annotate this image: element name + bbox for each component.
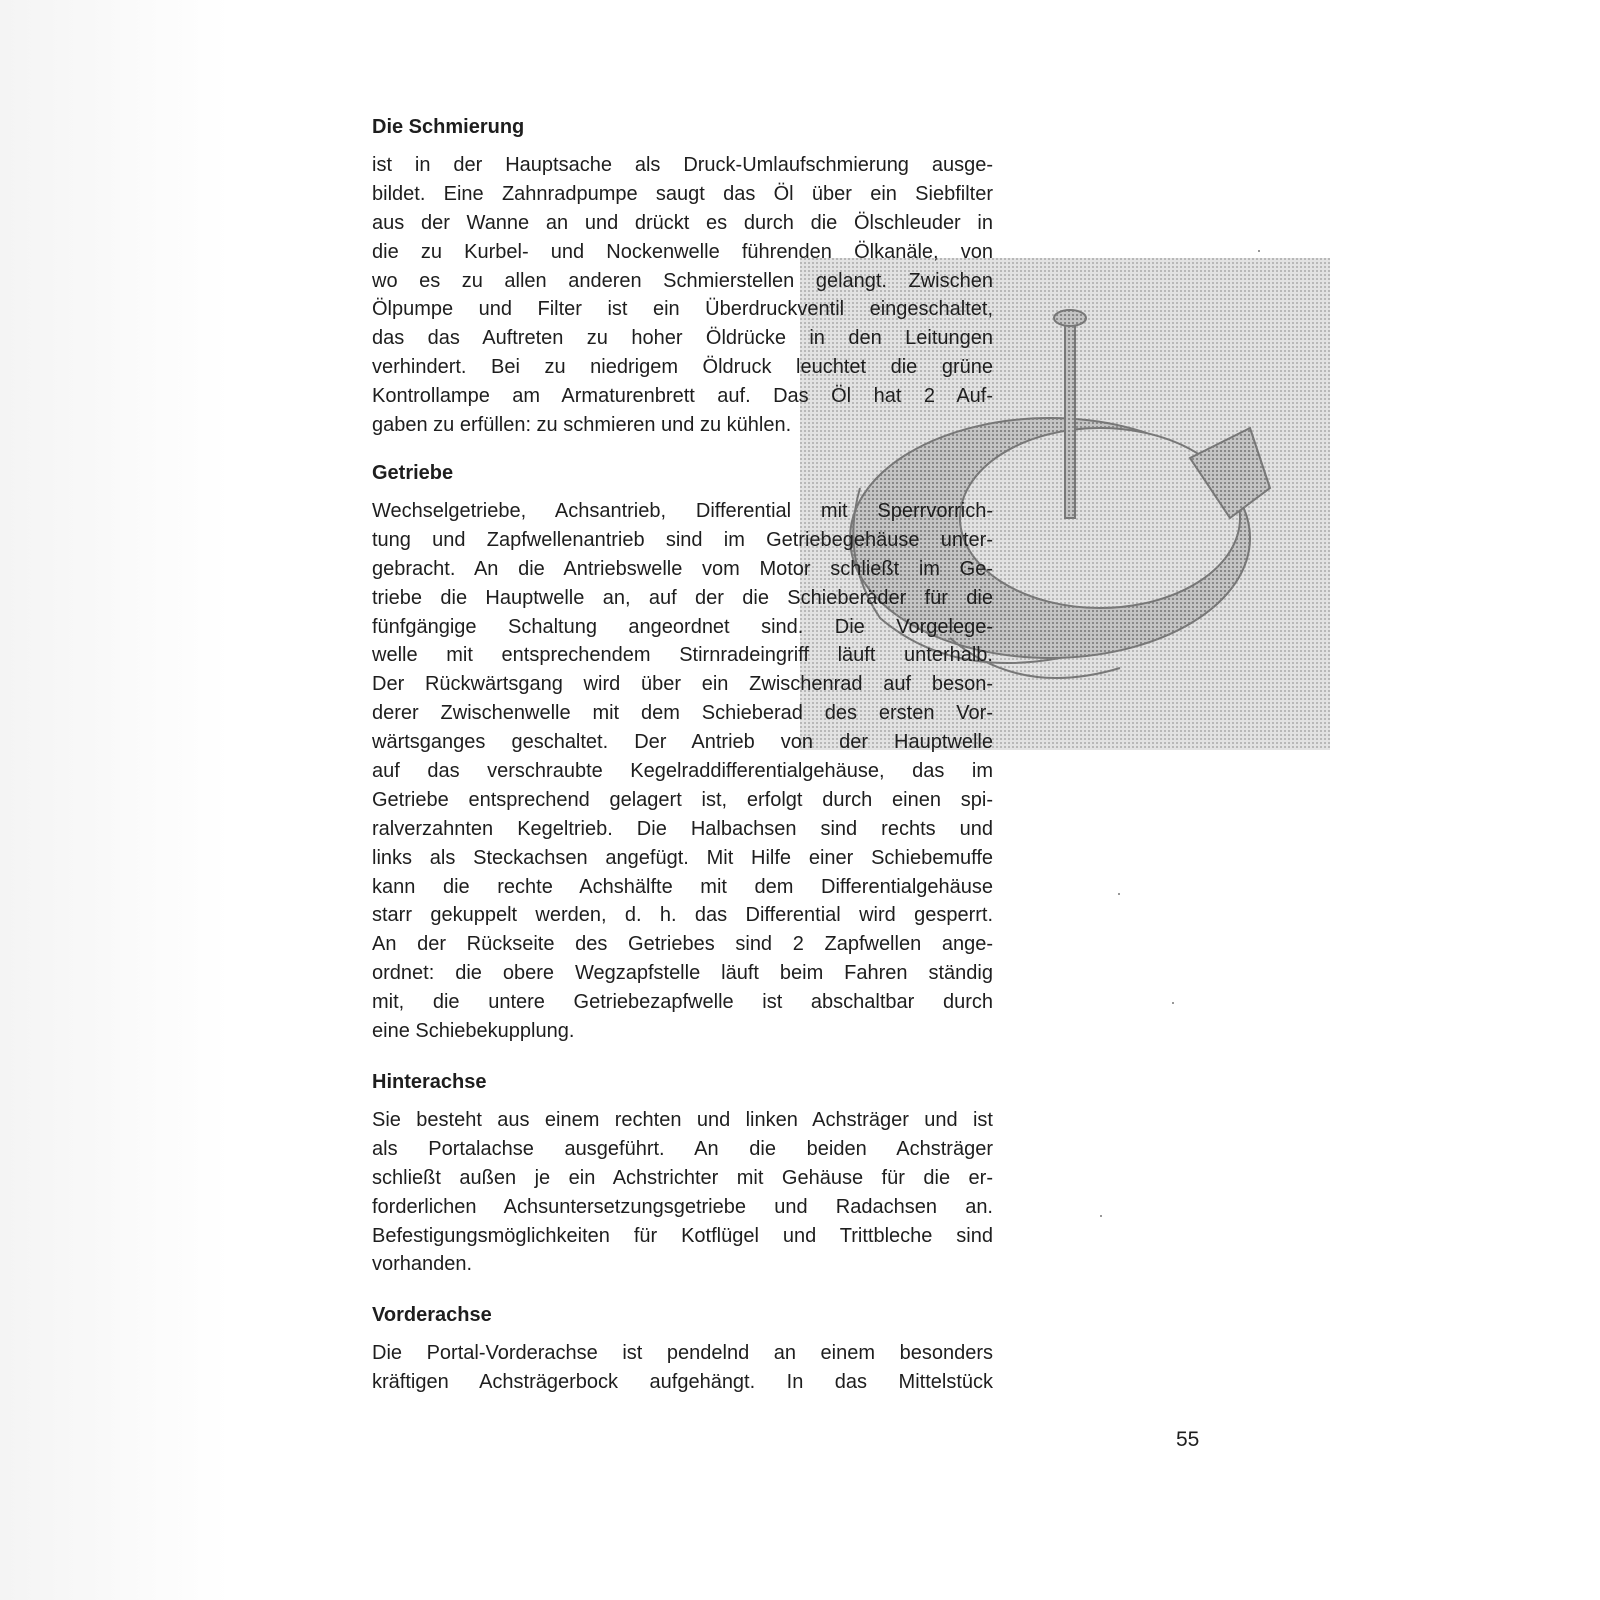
text-line: starr gekuppelt werden, d. h. das Differential wird gesperrt. [372,904,993,927]
text-line: tung und Zapfwellenantrieb sind im Getriebegehäuse unter- [372,528,993,551]
text-line: An der Rückseite des Getriebes sind 2 Zapfwellen ange- [372,933,993,956]
text-line: vorhanden. [372,1253,473,1276]
text-line: aus der Wanne an und drückt es durch die Ölschleuder in [372,211,993,234]
text-line: wo es zu allen anderen Schmierstellen gelangt. Zwischen [372,269,993,292]
text-line: Getriebe entsprechend gelagert ist, erfolgt durch einen spi- [372,788,993,811]
section-heading: Vorderachse [372,1304,492,1326]
text-line: Kontrollampe am Armaturenbrett auf. Das Öl hat 2 Auf- [372,385,993,408]
text-line: mit, die untere Getriebezapfwelle ist abschaltbar durch [372,991,993,1014]
text-line: Die Portal-Vorderachse ist pendelnd an einem besonders [372,1342,993,1364]
text-line: welle mit entsprechendem Stirnradeingriff läuft unterhalb. [372,644,993,667]
section-heading: Hinterachse [372,1071,487,1093]
text-line: verhindert. Bei zu niedrigem Öldruck leuchtet die grüne [372,356,993,379]
text-line: das das Auftreten zu hoher Öldrücke in den Leitungen [372,327,993,350]
text-line: links als Steckachsen angefügt. Mit Hilfe einer Schiebemuffe [372,846,993,869]
text-line: Sie besteht aus einem rechten und linken Achsträger und ist [372,1109,993,1131]
text-line: forderlichen Achsuntersetzungsgetriebe und Radachsen an. [372,1195,993,1218]
section [372,459,993,1046]
section [372,113,993,440]
text-line: gebracht. An die Antriebswelle vom Motor schließt im Ge- [372,557,993,580]
text-line: kann die rechte Achshälfte mit dem Differentialgehäuse [372,875,993,898]
text-line: kräftigen Achsträgerbock aufgehängt. In das Mittelstück [372,1370,993,1393]
section-heading: Getriebe [372,462,454,484]
scan-speck [1100,1215,1102,1217]
scan-margin-shade [0,0,230,1600]
text-line: derer Zwischenwelle mit dem Schieberad des ersten Vor- [372,702,993,725]
text-line: Befestigungsmöglichkeiten für Kotflügel und Trittbleche sind [372,1224,993,1247]
scan-speck [1258,250,1260,252]
text-line: ordnet: die obere Wegzapfstelle läuft beim Fahren ständig [372,962,993,985]
text-line: wärtsganges geschaltet. Der Antrieb von der Hauptwelle [372,731,993,754]
text-line: ralverzahnten Kegeltrieb. Die Halbachsen sind rechts und [372,817,993,840]
text-line: triebe die Hauptwelle an, auf der die Schieberäder für die [372,586,993,609]
text-line: als Portalachse ausgeführt. An die beiden Achsträger [372,1137,993,1160]
text-line: bildet. Eine Zahnradpumpe saugt das Öl über ein Siebfilter [372,182,993,205]
text-line: schließt außen je ein Achstrichter mit Gehäuse für die er- [372,1166,993,1189]
section [372,1068,993,1279]
text-line: Der Rückwärtsgang wird über ein Zwischenrad auf beson- [372,673,993,696]
section [372,1301,993,1397]
text-line: gaben zu erfüllen: zu schmieren und zu kühlen. [372,414,792,437]
scan-speck [1172,1002,1174,1004]
page-number: 55 [1176,1428,1200,1451]
text-line: Ölpumpe und Filter ist ein Überdruckventil eingeschaltet, [372,298,993,321]
text-line: Wechselgetriebe, Achsantrieb, Differential mit Sperrvorrich- [372,500,993,522]
text-line: auf das verschraubte Kegelraddifferentialgehäuse, das im [372,760,993,783]
section-heading: Die Schmierung [372,116,525,138]
text-line: eine Schiebekupplung. [372,1020,575,1043]
text-line: die zu Kurbel- und Nockenwelle führenden Ölkanäle, von [372,240,993,263]
scan-speck [1118,893,1120,895]
text-line: fünfgängige Schaltung angeordnet sind. Die Vorgelege- [372,615,993,638]
text-line: ist in der Hauptsache als Druck-Umlaufschmierung ausge- [372,154,993,176]
